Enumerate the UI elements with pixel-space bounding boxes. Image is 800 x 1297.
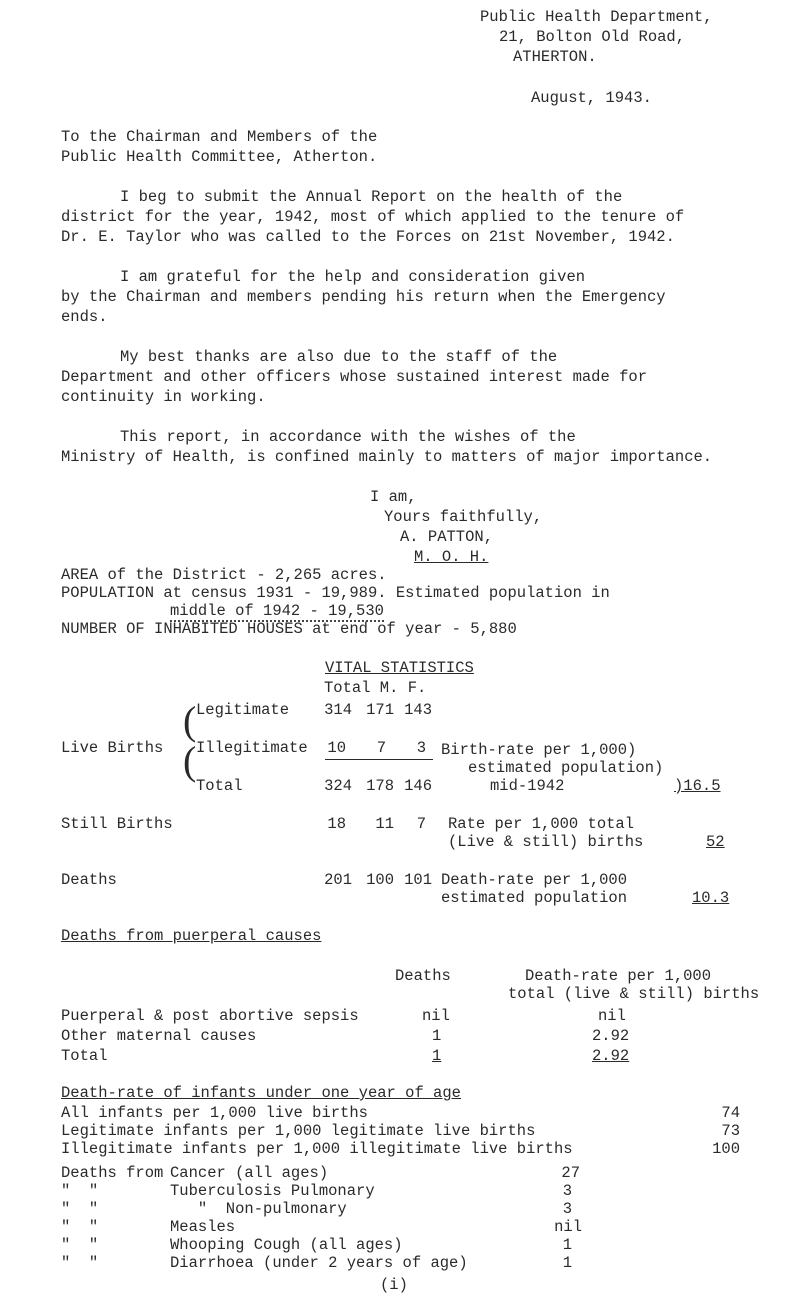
illegit-infant-row-label: Illegitimate infants per 1,000 illegitimate live births (61, 1140, 573, 1158)
population-line-2: middle of 1942 - 19,530 (170, 602, 384, 620)
still-rate-value: 52 (706, 833, 725, 851)
puerperal-col-rate-1: Death-rate per 1,000 (525, 967, 712, 985)
signatory-title: M. O. H. (414, 548, 489, 566)
cause-prefix: " " (61, 1200, 99, 1218)
maternal-row-label: Other maternal causes (61, 1027, 257, 1045)
para-1-line-3: Dr. E. Taylor who was called to the Forces on 21st November, 1942. (61, 228, 675, 246)
death-rate-line-1: Death-rate per 1,000 (441, 871, 628, 889)
total-births-f: 146 (404, 777, 432, 795)
para-2-line-1: I am grateful for the help and consideration given (120, 268, 586, 286)
maternal-row-rate: 2.92 (592, 1027, 630, 1045)
para-4-line-1: This report, in accordance with the wishes of the (120, 428, 576, 446)
town: ATHERTON. (513, 48, 597, 66)
dept-name: Public Health Department, (480, 8, 713, 26)
still-births-label: Still Births (61, 815, 173, 833)
puerperal-heading: Deaths from puerperal causes (61, 927, 322, 945)
deaths-m: 100 (366, 871, 394, 889)
address: 21, Bolton Old Road, (499, 28, 686, 46)
birth-rate-line-3: mid-1942 (490, 777, 565, 795)
yours-faithfully: Yours faithfully, (384, 508, 543, 526)
puerperal-total-label: Total (61, 1047, 108, 1065)
cause-prefix: Deaths from (61, 1164, 164, 1182)
cause-label: Whooping Cough (all ages) (170, 1236, 403, 1254)
cause-value: 1 (562, 1236, 572, 1254)
total-births-total: 324 (324, 777, 352, 795)
deaths-label: Deaths (61, 871, 117, 889)
still-births-f: 7 (416, 815, 426, 833)
total-births-label: Total (196, 777, 243, 795)
signatory-name: A. PATTON, (400, 528, 494, 546)
para-2-line-2: by the Chairman and members pending his return when the Emergency (61, 288, 666, 306)
page-number: (i) (380, 1276, 408, 1294)
cause-value: 3 (562, 1182, 572, 1200)
para-1-line-1: I beg to submit the Annual Report on the health of the (120, 188, 623, 206)
infant-row-value: 74 (721, 1104, 740, 1122)
puerperal-total-deaths: 1 (432, 1047, 442, 1065)
para-3-line-3: continuity in working. (61, 388, 266, 406)
para-1-line-2: district for the year, 1942, most of which applied to the tenure of (61, 208, 685, 226)
puerperal-col-deaths: Deaths (395, 967, 451, 985)
cause-value: 27 (561, 1164, 580, 1182)
maternal-row-deaths: 1 (432, 1027, 442, 1045)
illegitimate-f: 3 (416, 739, 426, 757)
cause-label: " Non-pulmonary (170, 1200, 347, 1218)
infant-row-label: All infants per 1,000 live births (61, 1104, 368, 1122)
still-births-total: 18 (327, 815, 346, 833)
deaths-f: 101 (404, 871, 432, 889)
legitimate-f: 143 (404, 701, 432, 719)
population-line-1: POPULATION at census 1931 - 19,989. Estimated population in (61, 584, 610, 602)
addressee-line-2: Public Health Committee, Atherton. (61, 148, 378, 166)
addressee-line-1: To the Chairman and Members of the (61, 128, 378, 146)
birth-rate-line-1: Birth-rate per 1,000) (441, 741, 637, 759)
puerperal-row-label: Puerperal & post abortive sepsis (61, 1007, 359, 1025)
live-births-label: Live Births (61, 739, 164, 757)
cause-label: Tuberculosis Pulmonary (170, 1182, 375, 1200)
brace-lower: ( (183, 738, 197, 783)
para-4-line-2: Ministry of Health, is confined mainly to matters of major importance. (61, 448, 713, 466)
legit-infant-row-value: 73 (721, 1122, 740, 1140)
puerperal-row-deaths: nil (422, 1007, 450, 1025)
para-2-line-3: ends. (61, 308, 108, 326)
illegit-infant-row-value: 100 (712, 1140, 740, 1158)
brace: ( (183, 698, 197, 743)
cause-value: nil (554, 1218, 582, 1236)
still-rate-line-2: (Live & still) births (448, 833, 644, 851)
legitimate-total: 314 (324, 701, 352, 719)
district-area: AREA of the District - 2,265 acres. (61, 566, 387, 584)
para-3-line-1: My best thanks are also due to the staff of the (120, 348, 558, 366)
cause-value: 1 (562, 1254, 572, 1272)
cause-prefix: " " (61, 1236, 99, 1254)
deaths-total: 201 (324, 871, 352, 889)
cause-prefix: " " (61, 1218, 99, 1236)
vital-column-header: Total M. F. (324, 679, 427, 697)
cause-prefix: " " (61, 1254, 99, 1272)
legitimate-label: Legitimate (196, 701, 290, 719)
vital-statistics-heading: VITAL STATISTICS (325, 659, 474, 677)
closing: I am, (370, 488, 417, 506)
legitimate-m: 171 (366, 701, 394, 719)
still-births-m: 11 (375, 815, 394, 833)
birth-rate-value: )16.5 (674, 777, 721, 795)
puerperal-col-rate-2: total (live & still) births (508, 985, 760, 1003)
infant-heading: Death-rate of infants under one year of age (61, 1084, 461, 1102)
illegitimate-m: 7 (376, 739, 386, 757)
para-3-line-2: Department and other officers whose sustained interest made for (61, 368, 647, 386)
cause-label: Cancer (all ages) (170, 1164, 329, 1182)
total-births-m: 178 (366, 777, 394, 795)
still-rate-line-1: Rate per 1,000 total (448, 815, 635, 833)
subtotal-rule (325, 759, 433, 760)
report-date: August, 1943. (531, 89, 652, 107)
puerperal-total-rate: 2.92 (592, 1047, 630, 1065)
illegitimate-label: Illegitimate (196, 739, 308, 757)
death-rate-line-2: estimated population (441, 889, 628, 907)
puerperal-row-rate: nil (598, 1007, 626, 1025)
cause-label: Measles (170, 1218, 236, 1236)
death-rate-value: 10.3 (692, 889, 730, 907)
cause-prefix: " " (61, 1182, 99, 1200)
legit-infant-row-label: Legitimate infants per 1,000 legitimate live births (61, 1122, 536, 1140)
inhabited-houses: NUMBER OF INHABITED HOUSES at end of year - 5,880 (61, 620, 517, 638)
birth-rate-line-2: estimated population) (468, 759, 664, 777)
cause-label: Diarrhoea (under 2 years of age) (170, 1254, 468, 1272)
cause-value: 3 (562, 1200, 572, 1218)
illegitimate-total: 10 (327, 739, 346, 757)
